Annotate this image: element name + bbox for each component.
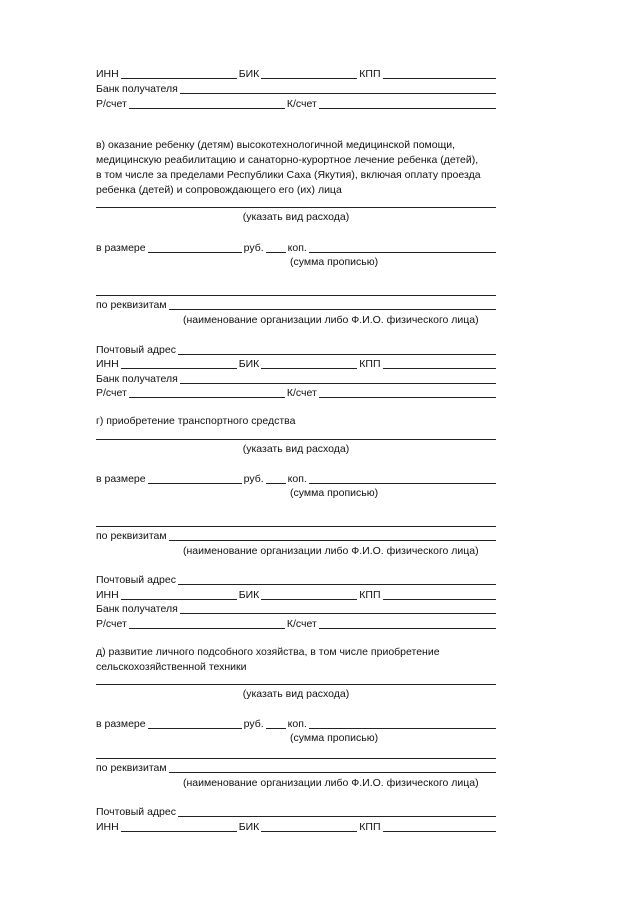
bik-field[interactable] — [261, 822, 357, 832]
bik-label: БИК — [238, 358, 260, 370]
section-d-line-2: сельскохозяйственной техники — [96, 661, 247, 673]
section-d-expense-line[interactable] — [96, 684, 496, 685]
requisites-label: по реквизитам — [96, 762, 167, 774]
kpp-label: КПП — [359, 589, 381, 601]
amount-rub-field[interactable] — [148, 719, 242, 729]
postal-label: Почтовый адрес — [96, 574, 176, 586]
inn-field[interactable] — [121, 822, 237, 832]
section-d-expense-caption: (указать вид расхода) — [242, 688, 350, 700]
postal-label: Почтовый адрес — [96, 344, 176, 356]
inn-field[interactable] — [121, 359, 237, 369]
postal-label: Почтовый адрес — [96, 806, 176, 818]
postal-field[interactable] — [178, 345, 496, 355]
kpp-label: КПП — [359, 821, 381, 833]
postal-field[interactable] — [178, 807, 496, 817]
section-d-postal-row — [96, 805, 496, 818]
rs-label: Р/счет — [96, 98, 127, 110]
section-g-line-1: г) приобретение транспортного средства — [96, 415, 296, 427]
bank-label: Банк получателя — [96, 83, 178, 95]
rs-label: Р/счет — [96, 387, 127, 399]
rs-field[interactable] — [129, 99, 285, 109]
section-v-amount-row — [96, 241, 496, 254]
section-v-line-2: медицинскую реабилитацию и санаторно-курортное лечение ребенка (детей), — [96, 154, 479, 166]
kpp-field[interactable] — [383, 822, 497, 832]
section-d-line-1: д) развитие личного подсобного хозяйства, в том числе приобретение — [96, 646, 440, 658]
ks-field[interactable] — [319, 99, 496, 109]
section-d-text — [96, 645, 501, 675]
inn-bik-kpp-row-3 — [96, 588, 496, 601]
requisites-field[interactable] — [169, 531, 496, 541]
section-v-postal-row — [96, 343, 496, 356]
section-g-expense-caption: (указать вид расхода) — [242, 443, 350, 455]
requisites-field[interactable] — [169, 300, 496, 310]
amount-label: в размере — [96, 242, 146, 254]
amount-words-field[interactable] — [309, 243, 496, 253]
section-g-text — [96, 414, 501, 429]
rs-field[interactable] — [129, 388, 285, 398]
kpp-label: КПП — [359, 358, 381, 370]
bik-label: БИК — [238, 589, 260, 601]
rub-label: руб. — [243, 473, 264, 485]
amount-label: в размере — [96, 718, 146, 730]
rub-label: руб. — [243, 718, 264, 730]
section-v-amount-caption: (сумма прописью) — [290, 256, 379, 268]
accounts-row-2 — [96, 386, 496, 399]
section-v-text — [96, 138, 501, 198]
amount-rub-field[interactable] — [148, 243, 242, 253]
amount-words-field[interactable] — [309, 474, 496, 484]
section-v-requisites-row — [96, 298, 496, 311]
ks-field[interactable] — [319, 619, 496, 629]
bik-field[interactable] — [261, 359, 357, 369]
section-d-org-caption: (наименование организации либо Ф.И.О. физического лица) — [183, 777, 479, 789]
bank-row-3 — [96, 602, 496, 615]
rs-label: Р/счет — [96, 618, 127, 630]
section-v-line-3: в том числе за пределами Республики Саха (Якутия), включая оплату проезда — [96, 169, 481, 181]
section-v-line-4: ребенка (детей) и сопровождающего его (их) лица — [96, 184, 342, 196]
kop-label: коп. — [287, 242, 307, 254]
amount-words-field[interactable] — [309, 719, 496, 729]
accounts-row-3 — [96, 617, 496, 630]
bank-field[interactable] — [180, 374, 496, 384]
kpp-field[interactable] — [383, 359, 497, 369]
bank-label: Банк получателя — [96, 603, 178, 615]
section-g-org-caption: (наименование организации либо Ф.И.О. физического лица) — [183, 545, 479, 557]
bank-field[interactable] — [180, 84, 496, 94]
rub-label: руб. — [243, 242, 264, 254]
section-g-requisites-row — [96, 529, 496, 542]
kop-label: коп. — [287, 473, 307, 485]
inn-label: ИНН — [96, 821, 119, 833]
bank-row-1 — [96, 82, 496, 95]
bank-row-2 — [96, 372, 496, 385]
section-d-extra-line[interactable] — [96, 758, 496, 759]
section-v-org-caption: (наименование организации либо Ф.И.О. физического лица) — [183, 314, 479, 326]
ks-label: К/счет — [286, 387, 317, 399]
bik-field[interactable] — [261, 590, 357, 600]
bank-field[interactable] — [180, 604, 496, 614]
kop-label: коп. — [287, 718, 307, 730]
amount-label: в размере — [96, 473, 146, 485]
section-g-amount-caption: (сумма прописью) — [290, 487, 379, 499]
rs-field[interactable] — [129, 619, 285, 629]
inn-label: ИНН — [96, 358, 119, 370]
section-v-expense-line[interactable] — [96, 207, 496, 208]
section-v-line-1: в) оказание ребенку (детям) высокотехнологичной медицинской помощи, — [96, 139, 456, 151]
section-d-requisites-row — [96, 761, 496, 774]
section-v-extra-line[interactable] — [96, 295, 496, 296]
inn-field[interactable] — [121, 69, 237, 79]
ks-label: К/счет — [286, 618, 317, 630]
section-d-amount-caption: (сумма прописью) — [290, 732, 379, 744]
inn-field[interactable] — [121, 590, 237, 600]
amount-kop-field[interactable] — [266, 719, 286, 729]
amount-rub-field[interactable] — [148, 474, 242, 484]
requisites-label: по реквизитам — [96, 530, 167, 542]
inn-bik-kpp-row-1 — [96, 67, 496, 80]
inn-bik-kpp-row-4 — [96, 820, 496, 833]
bik-label: БИК — [238, 821, 260, 833]
amount-kop-field[interactable] — [266, 474, 286, 484]
section-g-amount-row — [96, 472, 496, 485]
inn-label: ИНН — [96, 68, 119, 80]
accounts-row-1 — [96, 97, 496, 110]
section-d-amount-row — [96, 717, 496, 730]
section-v-expense-caption: (указать вид расхода) — [242, 211, 350, 223]
inn-label: ИНН — [96, 589, 119, 601]
requisites-field[interactable] — [169, 763, 496, 773]
section-g-extra-line[interactable] — [96, 526, 496, 527]
postal-field[interactable] — [178, 575, 496, 585]
section-g-postal-row — [96, 573, 496, 586]
kpp-label: КПП — [359, 68, 381, 80]
section-g-expense-line[interactable] — [96, 439, 496, 440]
ks-field[interactable] — [319, 388, 496, 398]
bank-label: Банк получателя — [96, 373, 178, 385]
inn-bik-kpp-row-2 — [96, 357, 496, 370]
kpp-field[interactable] — [383, 69, 497, 79]
bik-label: БИК — [238, 68, 260, 80]
ks-label: К/счет — [286, 98, 317, 110]
bik-field[interactable] — [261, 69, 357, 79]
requisites-label: по реквизитам — [96, 299, 167, 311]
kpp-field[interactable] — [383, 590, 497, 600]
amount-kop-field[interactable] — [266, 243, 286, 253]
